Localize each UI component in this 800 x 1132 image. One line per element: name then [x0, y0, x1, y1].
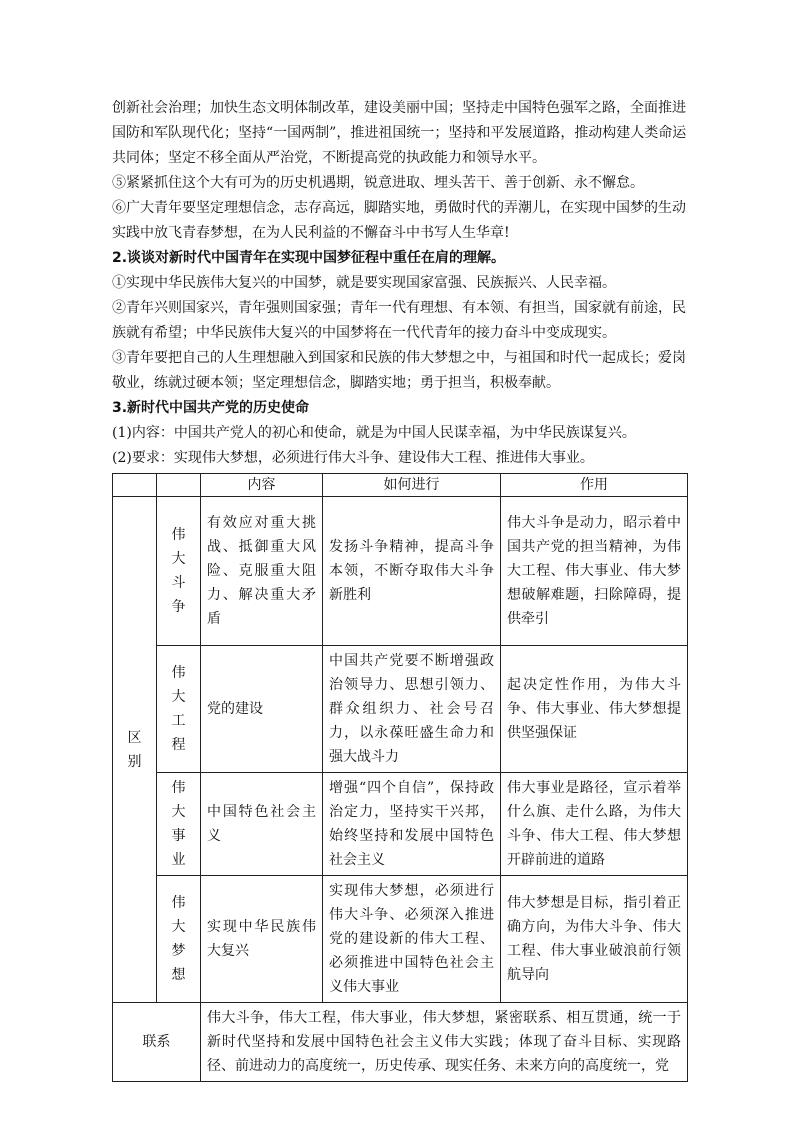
- row-role: 伟大事业是路径，宣示着举什么旗、走什么路，为伟大斗争、伟大工程、伟大梦想开辟前进的道路: [501, 773, 688, 876]
- row-role: 起决定性作用，为伟大斗争、伟大事业、伟大梦想提供坚强保证: [501, 646, 688, 773]
- table-row: [113, 497, 688, 646]
- row-content: 实现中华民族伟大复兴: [201, 876, 323, 1003]
- row-role: 伟大梦想是目标，指引着正确方向，为伟大斗争、伟大工程、伟大事业破浪前行领航导向: [501, 876, 688, 1003]
- row-content: 中国特色社会主义: [201, 773, 323, 876]
- row-name: 伟大梦想: [157, 876, 201, 1003]
- row-how: 实现伟大梦想，必须进行伟大斗争、必须深入推进党的建设新的伟大工程、必须推进中国特色社会主义伟大事业: [323, 876, 501, 1003]
- row-name: 伟大事业: [157, 773, 201, 876]
- section-3-heading: 3.新时代中国共产党的历史使命: [112, 400, 310, 416]
- relation-label: 联系: [113, 1003, 201, 1082]
- row-content: 党的建设: [201, 646, 323, 773]
- row-name: 伟大工程: [157, 646, 201, 773]
- comparison-table: [112, 473, 688, 1082]
- table-row: [113, 773, 688, 876]
- row-how: 增强“四个自信”，保持政治定力，坚持实干兴邦，始终坚持和发展中国特色社会主义: [323, 773, 501, 876]
- row-how: 中国共产党要不断增强政治领导力、思想引领力、群众组织力、社会号召力，以永葆旺盛生命力和强大战斗力: [323, 646, 501, 773]
- row-how: 发扬斗争精神，提高斗争本领，不断夺取伟大斗争新胜利: [323, 497, 501, 646]
- paragraph-point-6: ⑥广大青年要坚定理想信念，志存高远，脚踏实地，勇做时代的弄潮儿，在实现中国梦的生动实践中放飞青春梦想，在为人民利益的不懈奋斗中书写人生华章!: [112, 200, 686, 241]
- paragraph-point-5: ⑤紧紧抓住这个大有可为的历史机遇期，锐意进取、埋头苦干、善于创新、永不懈怠。: [112, 175, 644, 191]
- header-content: 内容: [201, 474, 323, 497]
- section-2-item-1: ①实现中华民族伟大复兴的中国梦，就是要实现国家富强、民族振兴、人民幸福。: [112, 275, 616, 291]
- table-header-row: [113, 474, 688, 497]
- row-name: 伟大斗争: [157, 497, 201, 646]
- header-how: 如何进行: [323, 474, 501, 497]
- relation-row: [113, 1003, 688, 1082]
- section-3-item-1: (1)内容：中国共产党人的初心和使命，就是为中国人民谋幸福，为中华民族谋复兴。: [112, 425, 636, 441]
- row-content: 有效应对重大挑战、抵御重大风险、克服重大阻力、解决重大矛盾: [201, 497, 323, 646]
- relation-text: 伟大斗争，伟大工程，伟大事业，伟大梦想，紧密联系、相互贯通，统一于新时代坚持和发展中国特色社会主义伟大实践；体现了奋斗目标、实现路径、前进动力的高度统一，历史传承、现实任务、未来方向的高度统一，党: [201, 1003, 688, 1082]
- section-2-item-2: ②青年兴则国家兴，青年强则国家强；青年一代有理想、有本领、有担当，国家就有前途，民族就有希望；中华民族伟大复兴的中国梦将在一代代青年的接力奋斗中变成现实。: [112, 300, 686, 341]
- section-2-heading: 2.谈谈对新时代中国青年在实现中国梦征程中重任在肩的理解。: [112, 250, 506, 266]
- header-role: 作用: [501, 474, 688, 497]
- row-role: 伟大斗争是动力，昭示着中国共产党的担当精神，为伟大工程、伟大事业、伟大梦想破解难题，扫除障碍，提供牵引: [501, 497, 688, 646]
- table-row: [113, 876, 688, 1003]
- document-page: [112, 96, 688, 1082]
- section-2-item-3: ③青年要把自己的人生理想融入到国家和民族的伟大梦想之中，与祖国和时代一起成长；爱岗敬业，练就过硬本领；坚定理想信念，脚踏实地；勇于担当，积极奉献。: [112, 350, 686, 391]
- header-empty-cell: [157, 474, 201, 497]
- header-empty-cell: [113, 474, 157, 497]
- group-label-difference: 区别: [113, 497, 157, 1003]
- section-3-item-2: (2)要求：实现伟大梦想，必须进行伟大斗争、建设伟大工程、推进伟大事业。: [112, 450, 594, 466]
- paragraph-governance: 创新社会治理；加快生态文明体制改革，建设美丽中国；坚持走中国特色强军之路，全面推进国防和军队现代化；坚持“一国两制”，推进祖国统一；坚持和平发展道路，推动构建人类命运共同体；坚定不移全面从严治党，不断提高党的执政能力和领导水平。: [112, 100, 687, 166]
- table-row: [113, 646, 688, 773]
